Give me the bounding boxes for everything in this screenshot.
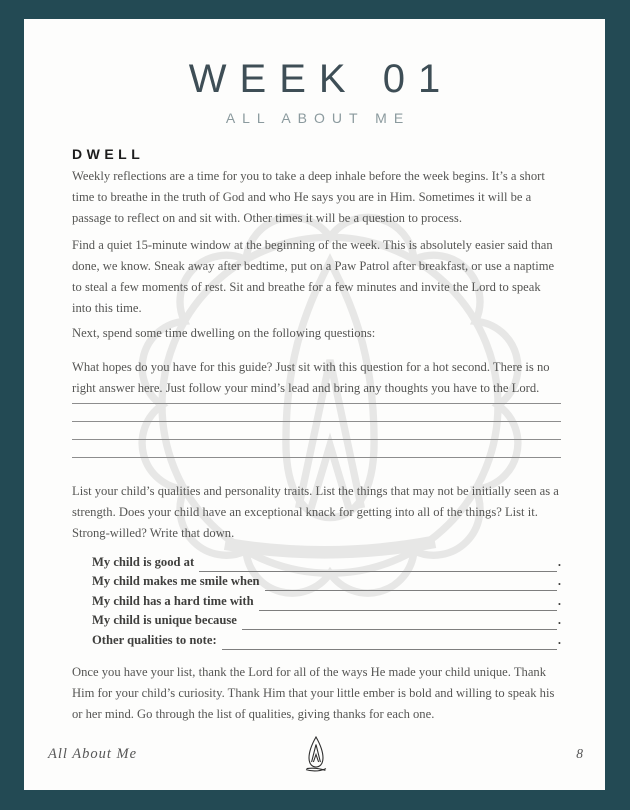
page-subtitle: ALL ABOUT ME: [225, 110, 411, 126]
paragraph-next-prompt: Next, spend some time dwelling on the following questions:: [72, 326, 376, 340]
fill-in-prompt: [92, 611, 561, 631]
footer-book-title: All About Me: [48, 745, 138, 762]
page-footer: [48, 734, 583, 774]
paragraph-closing: Once you have your list, thank the Lord for all of the ways He made your child unique. Thank Him for your child’s curiosity. Thank Him that your little ember is bold and willing to speak his or her mind. Go through the list of qualities, giving thanks for each one.: [72, 664, 555, 721]
paragraph-qualities-instruction: List your child’s qualities and personality traits. List the things that may not be initially seen as a strength. Does your child have an exceptional knack for getting into all of the things? List it. Strong-willed? Write that down.: [72, 484, 559, 540]
prompt-period: .: [557, 613, 561, 627]
writing-line: [72, 404, 561, 422]
prompt-period: .: [557, 574, 561, 588]
prompt-period: .: [557, 593, 561, 608]
page-number: 8: [576, 746, 583, 761]
prompt-label: My child is good at: [92, 554, 195, 569]
body-column: [24, 147, 605, 725]
prompt-label: My child is unique because: [92, 613, 237, 627]
prompt-label: My child has a hard time with: [92, 593, 254, 608]
fill-in-line: [242, 614, 557, 630]
fill-in-prompt: [92, 572, 561, 592]
prompt-period: .: [557, 554, 561, 569]
fill-in-prompt: [92, 591, 561, 611]
prompt-label: My child makes me smile when: [92, 574, 260, 588]
writing-line: [72, 440, 561, 458]
campfire-icon: [304, 735, 328, 773]
paragraph-intro: Weekly reflections are a time for you to take a deep inhale before the week begins. It’s a short time to breathe in the truth of God and who He says you are in Him. Sometimes it will be a passage to reflect on and sit with. Other times it will be a question to process.: [72, 169, 545, 225]
free-writing-lines: [72, 401, 561, 458]
fill-in-prompt: [92, 552, 561, 572]
writing-line: [72, 422, 561, 440]
page-content: [24, 59, 605, 725]
prompt-label: Other qualities to note:: [92, 632, 217, 647]
fill-in-line: [259, 595, 557, 611]
paragraph-find-window: Find a quiet 15-minute window at the beginning of the week. This is absolutely easier said than done, we know. Sneak away after bedtime, put on a Paw Patrol after breakfast, or use a naptime to steal a few moments of rest. Sit and breathe for a few minutes and invite the Lord to speak into this time.: [72, 238, 555, 315]
paragraph-hopes-question: What hopes do you have for this guide? Just sit with this question for a hot second. There is no right answer here. Just follow your mind’s lead and bring any thoughts you have to the Lord.: [72, 360, 550, 395]
fill-in-line: [199, 556, 557, 572]
fill-in-line: [222, 634, 557, 650]
fill-in-line: [265, 575, 557, 591]
fill-in-prompt-list: [92, 552, 561, 650]
prompt-period: .: [557, 632, 561, 647]
paper-page: [24, 19, 605, 790]
section-heading-dwell: DWELL: [72, 146, 145, 162]
page-title: WEEK 01: [188, 57, 454, 101]
fill-in-prompt: [92, 630, 561, 650]
